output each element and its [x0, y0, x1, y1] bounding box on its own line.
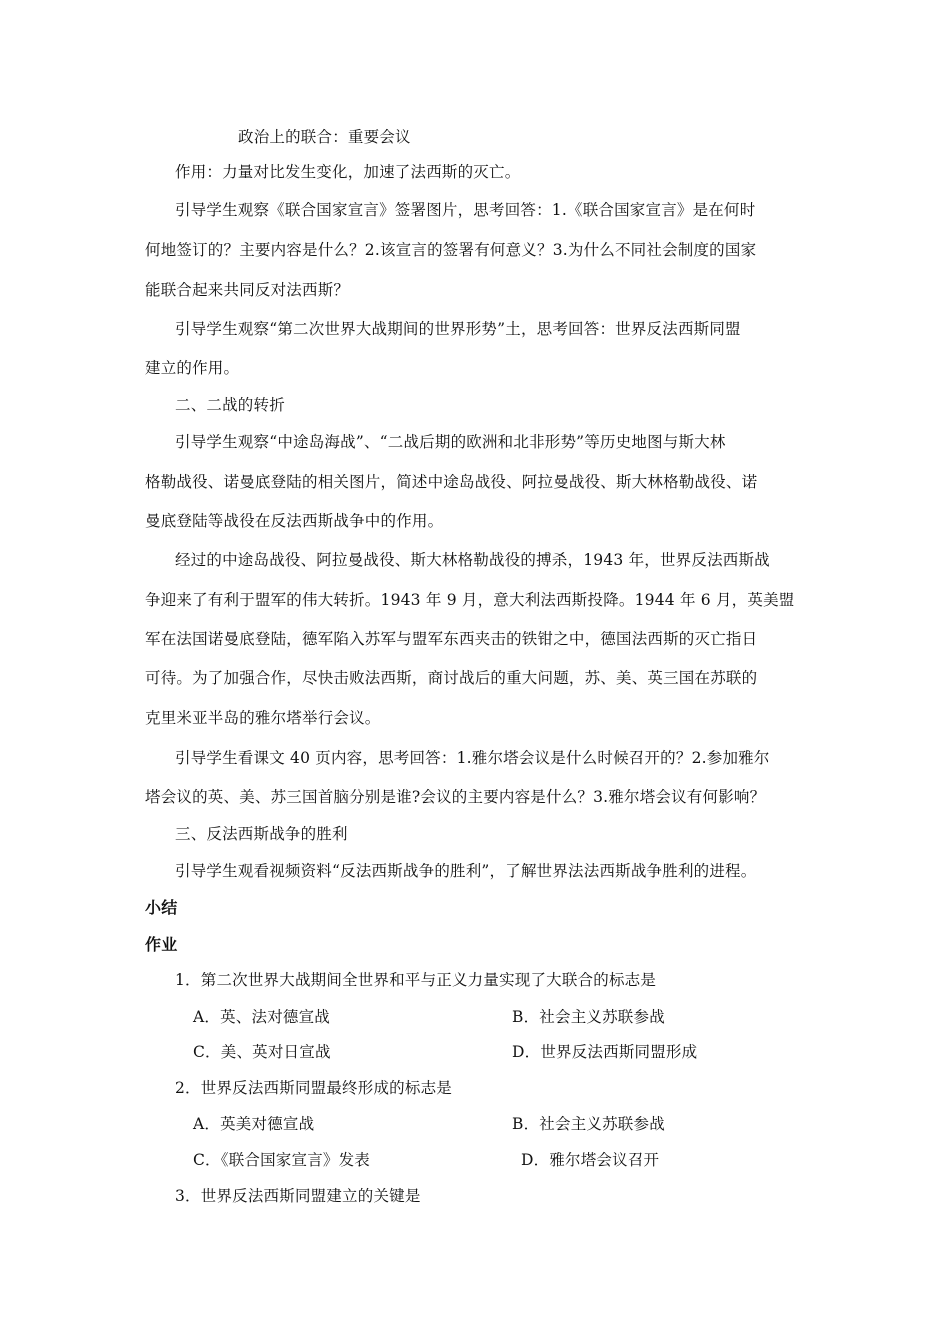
paragraph-line: 塔会议的英、美、苏三国首脑分别是谁?会议的主要内容是什么？3.雅尔塔会议有何影响？: [145, 788, 766, 806]
paragraph-line: 能联合起来共同反对法西斯？: [145, 281, 350, 299]
paragraph-line: 争迎来了有利于盟军的伟大转折。1943 年 9 月，意大利法西斯投降。1944 年 6 月，英美盟: [145, 591, 795, 609]
paragraph-line: 克里米亚半岛的雅尔塔举行会议。: [145, 709, 381, 727]
option-d: D．雅尔塔会议召开: [521, 1151, 660, 1169]
paragraph-line: 建立的作用。: [145, 359, 240, 377]
option-b: B．社会主义苏联参战: [512, 1008, 665, 1026]
paragraph-line: 军在法国诺曼底登陆，德军陷入苏军与盟军东西夹击的铁钳之中，德国法西斯的灭亡指日: [145, 630, 758, 648]
section-heading: 三、反法西斯战争的胜利: [175, 825, 348, 843]
paragraph-line: 经过的中途岛战役、阿拉曼战役、斯大林格勒战役的搏杀，1943 年，世界反法西斯战: [175, 551, 770, 569]
paragraph-line: 何地签订的？主要内容是什么？2.该宣言的签署有何意义？3.为什么不同社会制度的国家: [145, 241, 757, 259]
effect-line: 作用：力量对比发生变化，加速了法西斯的灭亡。: [175, 163, 521, 181]
homework-heading: 作业: [145, 935, 178, 954]
question-stem: 3．世界反法西斯同盟建立的关键是: [175, 1187, 421, 1205]
paragraph-line: 曼底登陆等战役在反法西斯战争中的作用。: [145, 512, 444, 530]
summary-heading: 小结: [145, 898, 178, 917]
option-c: C．美、英对日宣战: [193, 1043, 331, 1061]
paragraph-line: 引导学生观察《联合国家宣言》签署图片，思考回答：1.《联合国家宣言》是在何时: [175, 201, 756, 219]
paragraph-line: 可待。为了加强合作，尽快击败法西斯，商讨战后的重大问题，苏、美、英三国在苏联的: [145, 669, 758, 687]
question-stem: 2．世界反法西斯同盟最终形成的标志是: [175, 1079, 452, 1097]
paragraph-line: 引导学生观察“中途岛海战”、“二战后期的欧洲和北非形势”等历史地图与斯大林: [175, 433, 726, 451]
option-c: C．《联合国家宣言》发表: [193, 1151, 371, 1169]
paragraph-line: 引导学生看课文 40 页内容，思考回答：1.雅尔塔会议是什么时候召开的？2.参加雅尔: [175, 749, 770, 767]
paragraph-line: 格勒战役、诺曼底登陆的相关图片，简述中途岛战役、阿拉曼战役、斯大林格勒战役、诺: [145, 473, 758, 491]
question-stem: 1．第二次世界大战期间全世界和平与正义力量实现了大联合的标志是: [175, 971, 657, 989]
option-b: B．社会主义苏联参战: [512, 1115, 665, 1133]
option-a: A．英美对德宣战: [193, 1115, 315, 1133]
paragraph-line: 引导学生观看视频资料“反法西斯战争的胜利”，了解世界法法西斯战争胜利的进程。: [175, 862, 757, 880]
option-a: A．英、法对德宣战: [193, 1008, 330, 1026]
politics-line: 政治上的联合：重要会议: [238, 128, 411, 146]
paragraph-line: 引导学生观察“第二次世界大战期间的世界形势”土，思考回答：世界反法西斯同盟: [175, 320, 741, 338]
option-d: D．世界反法西斯同盟形成: [512, 1043, 698, 1061]
section-heading: 二、二战的转折: [175, 396, 285, 414]
